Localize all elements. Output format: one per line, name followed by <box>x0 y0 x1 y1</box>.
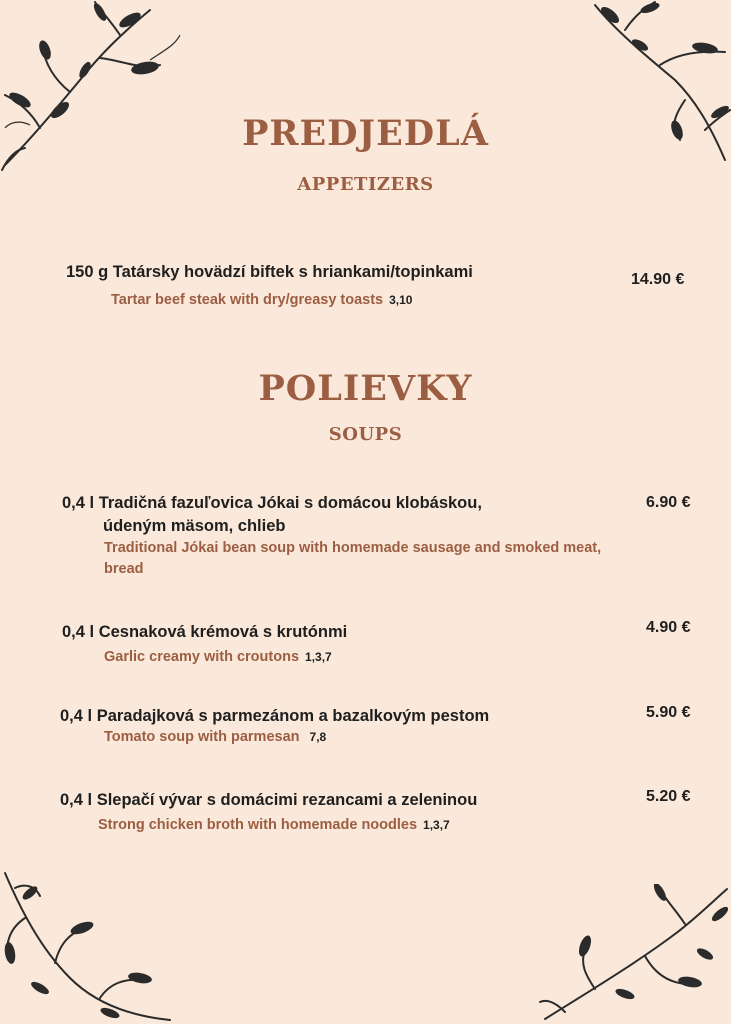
soups-title: POLIEVKY <box>258 368 473 409</box>
soups-subtitle: SOUPS <box>328 424 403 445</box>
item-description-text: Strong chicken broth with homemade noodles <box>98 817 418 833</box>
soup-item-description <box>98 815 450 836</box>
soup-item-price: 6.90 € <box>646 494 691 511</box>
soup-item-price: 4.90 € <box>646 619 691 636</box>
floral-ornament-bottom-right-icon <box>535 884 731 1024</box>
appetizers-subtitle: APPETIZERS <box>297 174 434 195</box>
soup-item-name: 0,4 l Slepačí vývar s domácimi rezancami a zeleninou <box>60 791 478 809</box>
item-description-text: Tartar beef steak with dry/greasy toasts <box>111 292 384 308</box>
allergens-label: 1,3,7 <box>423 818 450 832</box>
soup-item-description <box>104 538 624 580</box>
appetizer-item-description <box>111 290 412 311</box>
allergens-label: 3,10 <box>389 293 413 307</box>
floral-ornament-bottom-left-icon <box>0 868 175 1024</box>
appetizers-title: PREDJEDLÁ <box>242 113 489 154</box>
soup-item-price: 5.20 € <box>646 788 691 805</box>
soup-item-name: 0,4 l Paradajková s parmezánom a bazalkovým pestom <box>60 707 490 725</box>
soup-item-description <box>104 647 332 668</box>
appetizer-item-price: 14.90 € <box>631 271 685 288</box>
soup-item-price: 5.90 € <box>646 704 691 721</box>
soup-item-name: 0,4 l Tradičná fazuľovica Jókai s domácou klobáskou, <box>62 494 482 512</box>
appetizer-item-name: 150 g Tatársky hovädzí biftek s hriankami/topinkami <box>66 263 473 281</box>
item-description-text: Garlic creamy with croutons <box>104 649 300 665</box>
soup-item-name: 0,4 l Cesnaková krémová s krutónmi <box>62 623 348 641</box>
item-description-text: Tomato soup with parmesan <box>104 729 300 745</box>
item-description-text: Traditional Jókai bean soup with homemade sausage and smoked meat, bread <box>104 540 602 577</box>
allergens-label: 7,8 <box>309 730 327 744</box>
soup-item-name-line2: údeným mäsom, chlieb <box>103 517 286 535</box>
soup-item-description <box>104 727 326 748</box>
allergens-label: 1,3,7 <box>305 650 332 664</box>
